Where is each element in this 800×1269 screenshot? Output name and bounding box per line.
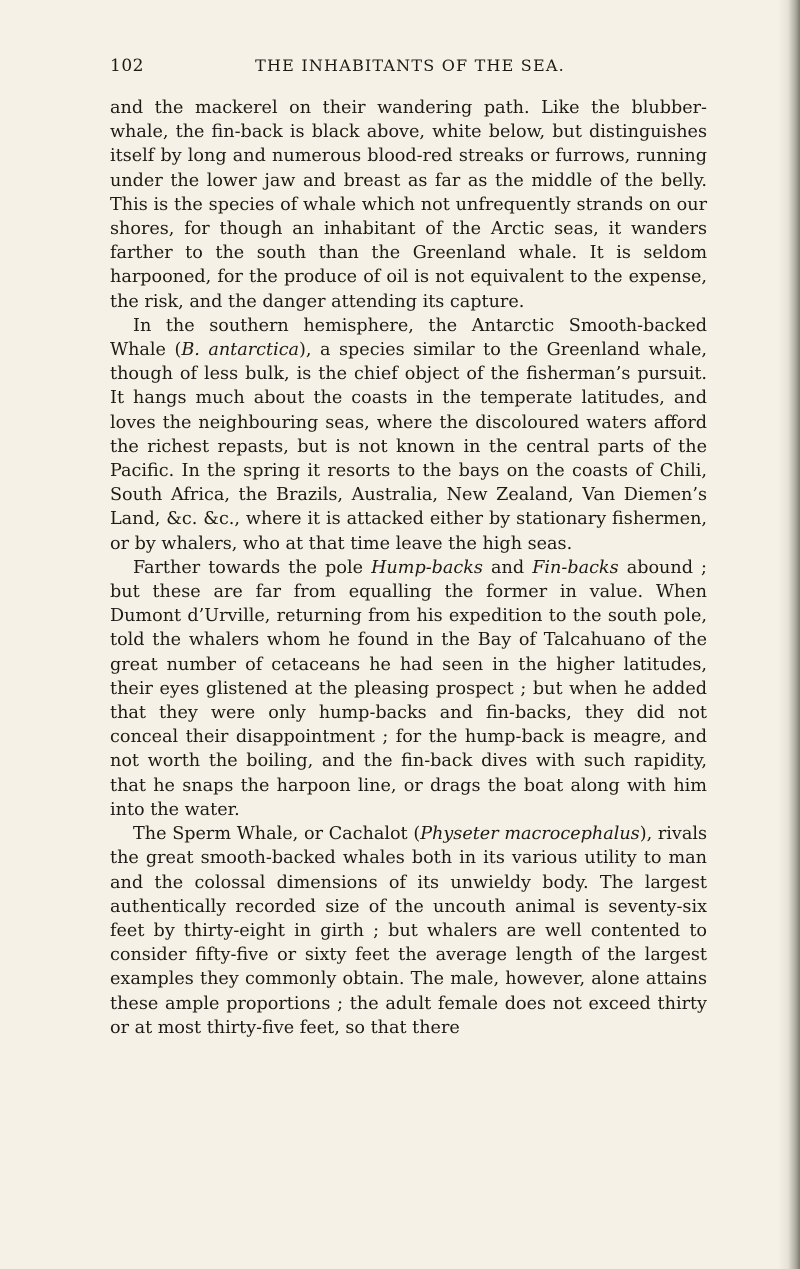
- text-run: ), rivals the great smooth-backed whales both in its various utility to man and the colossal dimensions of its unwieldy body. The largest authentically recorded size of the uncouth animal is seventy-six feet by thirty-eight in girth ; but whalers are well contented to consider fifty-five or sixty feet the average length of the largest examples they commonly obtain. The male, however, alone attains these ample proportions ; the adult female does not exceed thirty or at most thirty-five feet, so that there: [110, 824, 708, 1038]
- text-run: Farther towards the pole: [133, 557, 372, 578]
- paragraph-1: [110, 96, 707, 314]
- italic-text-run: B. antarctica: [181, 340, 300, 361]
- paragraph-4: [110, 822, 707, 1040]
- text-run: and: [482, 557, 533, 578]
- text-run: and the mackerel on their wandering path. Like the blubber-whale, the fin-back is black above, white below, but distinguishes itself by long and numerous blood-red streaks or furrows, running under the lower jaw and breast as far as the middle of the belly. This is the species of whale which not unfrequently strands on our shores, for though an inhabitant of the Arctic seas, it wanders farther to the south than the Greenland whale. It is seldom harpooned, for the produce of oil is not equivalent to the expense, the risk, and the danger attending its capture.: [110, 98, 707, 312]
- page-number: 102: [110, 56, 144, 76]
- page-edge-shadow: [778, 0, 800, 1269]
- text-run: In the southern hemisphere, the Antarctic Smooth-backed Whale (: [110, 315, 707, 361]
- body-text: [110, 96, 707, 1040]
- paragraph-3: [110, 556, 707, 822]
- page-header: [110, 56, 710, 82]
- italic-text-run: Hump-backs: [371, 557, 483, 578]
- text-run: abound ; but these are far from equalling the former in value. When Dumont d’Urville, returning from his expedition to the south pole, told the whalers whom he found in the Bay of Talcahuano of the great number of cetaceans he had seen in the higher latitudes, their eyes glistened at the pleasing prospect ; but when he added that they were only hump-backs and fin-backs, they did not conceal their disappointment ; for the hump-back is meagre, and not worth the boiling, and the fin-back dives with such rapidity, that he snaps the harpoon line, or drags the boat along with him into the water.: [110, 557, 707, 820]
- running-title: THE INHABITANTS OF THE SEA.: [255, 56, 565, 75]
- text-run: The Sperm Whale, or Cachalot (: [133, 824, 421, 845]
- text-run: ), a species similar to the Greenland whale, though of less bulk, is the chief object of the fisherman’s pursuit. It hangs much about the coasts in the temperate latitudes, and loves the neighbouring seas, where the discoloured waters afford the richest repasts, but is not known in the central parts of the Pacific. In the spring it resorts to the bays on the coasts of Chili, South Africa, the Brazils, Australia, New Zealand, Van Diemen’s Land, &c. &c., where it is attacked either by stationary fishermen, or by whalers, who at that time leave the high seas.: [110, 340, 707, 554]
- paragraph-2: [110, 314, 707, 556]
- italic-text-run: Physeter macrocephalus: [420, 824, 640, 845]
- italic-text-run: Fin-backs: [532, 557, 619, 578]
